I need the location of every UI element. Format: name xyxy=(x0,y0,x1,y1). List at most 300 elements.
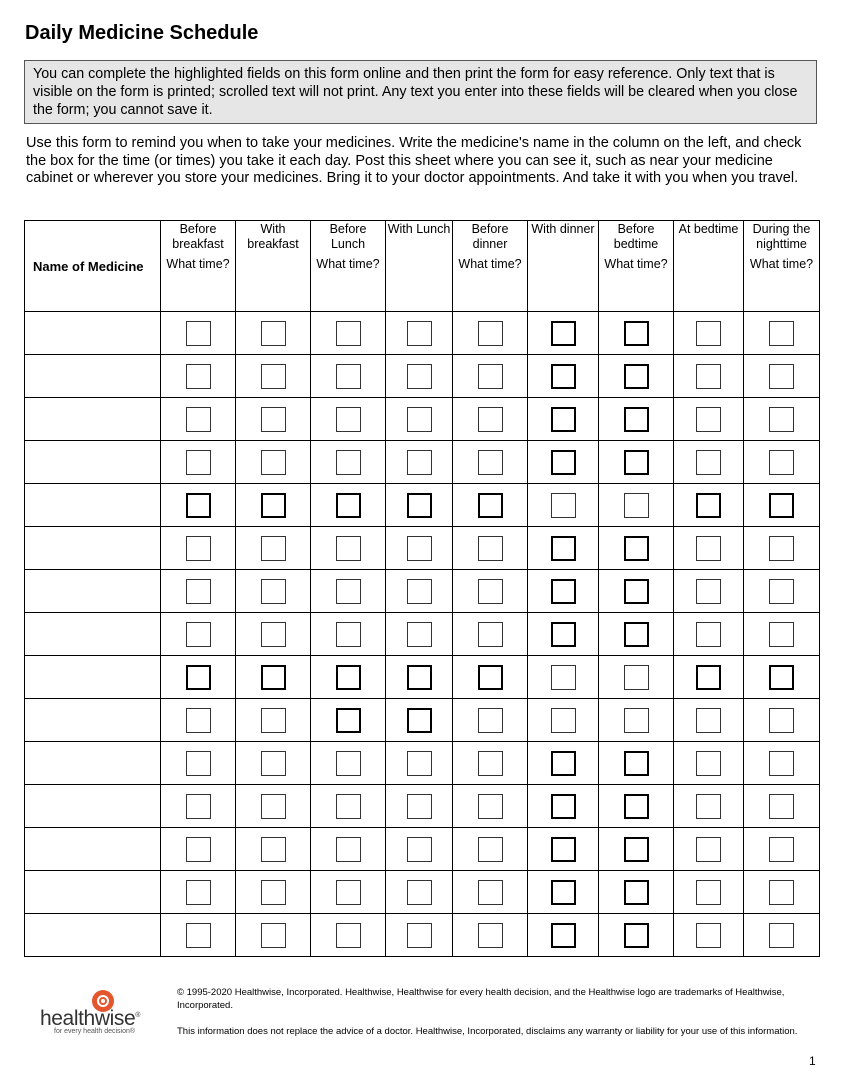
copyright-notice: © 1995-2020 Healthwise, Incorporated. Healthwise, Healthwise for every health decision, and the Healthwise logo are trademarks of Healthwise, Incorporated. xyxy=(177,987,785,1011)
medicine-row xyxy=(25,656,820,699)
time-cell xyxy=(528,484,599,527)
dose-checkbox[interactable] xyxy=(336,923,361,948)
dose-checkbox[interactable] xyxy=(478,708,503,733)
dose-checkbox[interactable] xyxy=(186,536,211,561)
dose-checkbox[interactable] xyxy=(551,751,576,776)
column-header xyxy=(528,221,599,312)
time-cell xyxy=(744,398,820,441)
time-cell xyxy=(674,742,744,785)
name-of-medicine-header: Name of Medicine xyxy=(25,221,161,312)
dose-checkbox[interactable] xyxy=(551,880,576,905)
dose-checkbox[interactable] xyxy=(696,450,721,475)
time-cell xyxy=(161,871,236,914)
healthwise-logo xyxy=(38,990,156,1040)
dose-checkbox[interactable] xyxy=(769,837,794,862)
dose-checkbox[interactable] xyxy=(769,450,794,475)
time-cell xyxy=(599,484,674,527)
medicine-name-field[interactable] xyxy=(25,656,161,699)
medicine-name-field[interactable] xyxy=(25,742,161,785)
dose-checkbox[interactable] xyxy=(551,407,576,432)
page-number: 1 xyxy=(809,1054,816,1068)
dose-checkbox[interactable] xyxy=(769,622,794,647)
dose-checkbox[interactable] xyxy=(186,837,211,862)
dose-checkbox[interactable] xyxy=(186,880,211,905)
dose-checkbox[interactable] xyxy=(478,665,503,690)
dose-checkbox[interactable] xyxy=(261,493,286,518)
time-cell xyxy=(674,398,744,441)
time-cell xyxy=(674,828,744,871)
time-cell xyxy=(744,570,820,613)
time-cell xyxy=(236,355,311,398)
dose-checkbox[interactable] xyxy=(261,880,286,905)
dose-checkbox[interactable] xyxy=(407,321,432,346)
time-cell xyxy=(599,527,674,570)
time-cell xyxy=(161,441,236,484)
time-cell xyxy=(386,484,453,527)
time-cell xyxy=(453,398,528,441)
column-label: Before dinner xyxy=(471,222,509,251)
dose-checkbox[interactable] xyxy=(407,880,432,905)
column-header xyxy=(386,221,453,312)
medicine-row xyxy=(25,785,820,828)
dose-checkbox[interactable] xyxy=(261,794,286,819)
time-cell xyxy=(161,570,236,613)
time-cell xyxy=(311,355,386,398)
dose-checkbox[interactable] xyxy=(186,364,211,389)
dose-checkbox[interactable] xyxy=(696,923,721,948)
time-cell xyxy=(311,527,386,570)
time-cell xyxy=(528,828,599,871)
what-time-label: What time? xyxy=(749,257,814,271)
instructions-text: Use this form to remind you when to take your medicines. Write the medicine's name in the column on the left, and check the box for the time (or times) you take it each day. Post this sheet where you can see it, such as near your medicine cabinet or wherever you store your medicines. Bring it to your doctor appointments. And take it with you when you travel. xyxy=(26,135,802,186)
time-cell xyxy=(528,914,599,957)
time-cell xyxy=(674,355,744,398)
medicine-row xyxy=(25,398,820,441)
time-cell xyxy=(453,441,528,484)
time-cell xyxy=(744,312,820,355)
dose-checkbox[interactable] xyxy=(261,622,286,647)
dose-checkbox[interactable] xyxy=(478,493,503,518)
medicine-name-field[interactable] xyxy=(25,484,161,527)
dose-checkbox[interactable] xyxy=(624,708,649,733)
dose-checkbox[interactable] xyxy=(769,880,794,905)
time-cell xyxy=(311,398,386,441)
dose-checkbox[interactable] xyxy=(478,579,503,604)
dose-checkbox[interactable] xyxy=(407,493,432,518)
dose-checkbox[interactable] xyxy=(551,837,576,862)
medicine-name-field[interactable] xyxy=(25,613,161,656)
medicine-row xyxy=(25,527,820,570)
time-cell xyxy=(311,871,386,914)
dose-checkbox[interactable] xyxy=(624,794,649,819)
time-cell xyxy=(744,656,820,699)
time-cell xyxy=(453,527,528,570)
table-header-row xyxy=(25,221,820,312)
column-label: Before Lunch xyxy=(329,222,367,251)
dose-checkbox[interactable] xyxy=(186,579,211,604)
medicine-name-field[interactable] xyxy=(25,871,161,914)
column-header xyxy=(599,221,674,312)
dose-checkbox[interactable] xyxy=(336,794,361,819)
dose-checkbox[interactable] xyxy=(261,364,286,389)
dose-checkbox[interactable] xyxy=(551,493,576,518)
time-cell xyxy=(599,742,674,785)
medicine-row xyxy=(25,699,820,742)
dose-checkbox[interactable] xyxy=(186,622,211,647)
dose-checkbox[interactable] xyxy=(186,450,211,475)
time-cell xyxy=(311,656,386,699)
dose-checkbox[interactable] xyxy=(261,837,286,862)
dose-checkbox[interactable] xyxy=(624,321,649,346)
time-cell xyxy=(386,742,453,785)
medicine-name-field[interactable] xyxy=(25,785,161,828)
time-cell xyxy=(744,828,820,871)
dose-checkbox[interactable] xyxy=(478,450,503,475)
medicine-name-field[interactable] xyxy=(25,914,161,957)
dose-checkbox[interactable] xyxy=(551,321,576,346)
time-cell xyxy=(674,914,744,957)
dose-checkbox[interactable] xyxy=(336,622,361,647)
time-cell xyxy=(744,914,820,957)
dose-checkbox[interactable] xyxy=(769,579,794,604)
logo-wordmark: healthwise xyxy=(40,1007,136,1030)
time-cell xyxy=(236,484,311,527)
column-label: With dinner xyxy=(531,222,595,236)
dose-checkbox[interactable] xyxy=(336,751,361,776)
medicine-name-field[interactable] xyxy=(25,441,161,484)
medicine-name-field[interactable] xyxy=(25,570,161,613)
dose-checkbox[interactable] xyxy=(407,450,432,475)
dose-checkbox[interactable] xyxy=(769,493,794,518)
time-cell xyxy=(453,484,528,527)
dose-checkbox[interactable] xyxy=(769,708,794,733)
column-header xyxy=(453,221,528,312)
dose-checkbox[interactable] xyxy=(624,665,649,690)
dose-checkbox[interactable] xyxy=(551,364,576,389)
time-cell xyxy=(236,312,311,355)
dose-checkbox[interactable] xyxy=(769,794,794,819)
time-cell xyxy=(528,656,599,699)
dose-checkbox[interactable] xyxy=(261,665,286,690)
dose-checkbox[interactable] xyxy=(407,837,432,862)
time-cell xyxy=(744,871,820,914)
dose-checkbox[interactable] xyxy=(624,622,649,647)
dose-checkbox[interactable] xyxy=(478,407,503,432)
dose-checkbox[interactable] xyxy=(624,493,649,518)
dose-checkbox[interactable] xyxy=(261,923,286,948)
dose-checkbox[interactable] xyxy=(478,923,503,948)
time-cell xyxy=(599,871,674,914)
time-cell xyxy=(386,699,453,742)
dose-checkbox[interactable] xyxy=(407,579,432,604)
dose-checkbox[interactable] xyxy=(186,794,211,819)
what-time-label: What time? xyxy=(604,257,668,271)
dose-checkbox[interactable] xyxy=(696,579,721,604)
medicine-row xyxy=(25,914,820,957)
medicine-row xyxy=(25,570,820,613)
dose-checkbox[interactable] xyxy=(186,407,211,432)
dose-checkbox[interactable] xyxy=(769,751,794,776)
dose-checkbox[interactable] xyxy=(336,407,361,432)
medicine-name-field[interactable] xyxy=(25,398,161,441)
dose-checkbox[interactable] xyxy=(624,364,649,389)
time-cell xyxy=(453,312,528,355)
dose-checkbox[interactable] xyxy=(261,579,286,604)
dose-checkbox[interactable] xyxy=(696,794,721,819)
dose-checkbox[interactable] xyxy=(696,364,721,389)
dose-checkbox[interactable] xyxy=(478,751,503,776)
dose-checkbox[interactable] xyxy=(478,536,503,561)
medicine-row xyxy=(25,828,820,871)
time-cell xyxy=(161,828,236,871)
dose-checkbox[interactable] xyxy=(551,708,576,733)
time-cell xyxy=(453,828,528,871)
time-cell xyxy=(161,312,236,355)
dose-checkbox[interactable] xyxy=(551,536,576,561)
dose-checkbox[interactable] xyxy=(186,321,211,346)
time-cell xyxy=(161,355,236,398)
dose-checkbox[interactable] xyxy=(551,622,576,647)
dose-checkbox[interactable] xyxy=(696,407,721,432)
what-time-label: What time? xyxy=(166,257,230,271)
dose-checkbox[interactable] xyxy=(261,708,286,733)
time-cell xyxy=(311,312,386,355)
dose-checkbox[interactable] xyxy=(696,837,721,862)
medicine-row xyxy=(25,613,820,656)
dose-checkbox[interactable] xyxy=(261,321,286,346)
dose-checkbox[interactable] xyxy=(551,579,576,604)
dose-checkbox[interactable] xyxy=(336,837,361,862)
dose-checkbox[interactable] xyxy=(186,708,211,733)
time-cell xyxy=(674,613,744,656)
medicine-name-field[interactable] xyxy=(25,828,161,871)
dose-checkbox[interactable] xyxy=(478,321,503,346)
column-header xyxy=(311,221,386,312)
dose-checkbox[interactable] xyxy=(624,536,649,561)
time-cell xyxy=(744,785,820,828)
time-cell xyxy=(311,742,386,785)
time-cell xyxy=(674,570,744,613)
time-cell xyxy=(599,570,674,613)
time-cell xyxy=(599,656,674,699)
dose-checkbox[interactable] xyxy=(696,536,721,561)
time-cell xyxy=(528,785,599,828)
time-cell xyxy=(236,828,311,871)
time-cell xyxy=(236,785,311,828)
time-cell xyxy=(599,785,674,828)
time-cell xyxy=(453,656,528,699)
dose-checkbox[interactable] xyxy=(478,880,503,905)
dose-checkbox[interactable] xyxy=(696,622,721,647)
dose-checkbox[interactable] xyxy=(407,364,432,389)
time-cell xyxy=(386,828,453,871)
time-cell xyxy=(236,570,311,613)
time-cell xyxy=(674,441,744,484)
time-cell xyxy=(674,656,744,699)
dose-checkbox[interactable] xyxy=(407,708,432,733)
medicine-name-field[interactable] xyxy=(25,312,161,355)
dose-checkbox[interactable] xyxy=(769,321,794,346)
medicine-row xyxy=(25,441,820,484)
time-cell xyxy=(528,613,599,656)
time-cell xyxy=(528,355,599,398)
dose-checkbox[interactable] xyxy=(261,407,286,432)
dose-checkbox[interactable] xyxy=(336,321,361,346)
time-cell xyxy=(453,742,528,785)
dose-checkbox[interactable] xyxy=(336,364,361,389)
time-cell xyxy=(236,398,311,441)
dose-checkbox[interactable] xyxy=(407,407,432,432)
time-cell xyxy=(386,613,453,656)
column-header xyxy=(236,221,311,312)
time-cell xyxy=(311,785,386,828)
time-cell xyxy=(236,742,311,785)
time-cell xyxy=(744,355,820,398)
time-cell xyxy=(386,914,453,957)
dose-checkbox[interactable] xyxy=(407,923,432,948)
dose-checkbox[interactable] xyxy=(186,751,211,776)
time-cell xyxy=(453,355,528,398)
page-title: Daily Medicine Schedule xyxy=(25,22,259,44)
dose-checkbox[interactable] xyxy=(261,751,286,776)
dose-checkbox[interactable] xyxy=(624,450,649,475)
time-cell xyxy=(599,914,674,957)
dose-checkbox[interactable] xyxy=(624,407,649,432)
time-cell xyxy=(236,914,311,957)
time-cell xyxy=(744,699,820,742)
time-cell xyxy=(386,656,453,699)
column-label: With breakfast xyxy=(247,222,299,251)
dose-checkbox[interactable] xyxy=(551,923,576,948)
time-cell xyxy=(528,570,599,613)
time-cell xyxy=(386,355,453,398)
dose-checkbox[interactable] xyxy=(336,536,361,561)
time-cell xyxy=(674,484,744,527)
dose-checkbox[interactable] xyxy=(336,708,361,733)
dose-checkbox[interactable] xyxy=(478,794,503,819)
dose-checkbox[interactable] xyxy=(769,665,794,690)
dose-checkbox[interactable] xyxy=(336,880,361,905)
dose-checkbox[interactable] xyxy=(336,579,361,604)
dose-checkbox[interactable] xyxy=(336,665,361,690)
dose-checkbox[interactable] xyxy=(478,364,503,389)
dose-checkbox[interactable] xyxy=(769,364,794,389)
dose-checkbox[interactable] xyxy=(336,493,361,518)
time-cell xyxy=(744,527,820,570)
dose-checkbox[interactable] xyxy=(336,450,361,475)
time-cell xyxy=(386,570,453,613)
dose-checkbox[interactable] xyxy=(624,579,649,604)
logo-tagline: for every health decision® xyxy=(54,1028,136,1035)
time-cell xyxy=(599,355,674,398)
what-time-label: What time? xyxy=(316,257,380,271)
medicine-row xyxy=(25,871,820,914)
time-cell xyxy=(236,871,311,914)
dose-checkbox[interactable] xyxy=(186,665,211,690)
dose-checkbox[interactable] xyxy=(696,880,721,905)
time-cell xyxy=(311,484,386,527)
time-cell xyxy=(453,570,528,613)
medicine-name-field[interactable] xyxy=(25,527,161,570)
time-cell xyxy=(674,699,744,742)
time-cell xyxy=(599,441,674,484)
dose-checkbox[interactable] xyxy=(407,751,432,776)
time-cell xyxy=(386,785,453,828)
dose-checkbox[interactable] xyxy=(696,321,721,346)
dose-checkbox[interactable] xyxy=(769,536,794,561)
dose-checkbox[interactable] xyxy=(624,923,649,948)
time-cell xyxy=(528,742,599,785)
dose-checkbox[interactable] xyxy=(769,407,794,432)
time-cell xyxy=(453,871,528,914)
dose-checkbox[interactable] xyxy=(478,622,503,647)
logo-registered-mark: ® xyxy=(135,1012,140,1019)
medicine-name-field[interactable] xyxy=(25,699,161,742)
dose-checkbox[interactable] xyxy=(407,794,432,819)
dose-checkbox[interactable] xyxy=(624,751,649,776)
dose-checkbox[interactable] xyxy=(696,708,721,733)
time-cell xyxy=(453,613,528,656)
dose-checkbox[interactable] xyxy=(551,665,576,690)
dose-checkbox[interactable] xyxy=(407,622,432,647)
time-cell xyxy=(528,699,599,742)
dose-checkbox[interactable] xyxy=(261,536,286,561)
time-cell xyxy=(674,527,744,570)
time-cell xyxy=(236,441,311,484)
medicine-name-field[interactable] xyxy=(25,355,161,398)
time-cell xyxy=(528,398,599,441)
time-cell xyxy=(161,785,236,828)
time-cell xyxy=(311,914,386,957)
column-label: At bedtime xyxy=(678,222,739,236)
time-cell xyxy=(236,527,311,570)
time-cell xyxy=(599,312,674,355)
time-cell xyxy=(528,527,599,570)
dose-checkbox[interactable] xyxy=(551,794,576,819)
dose-checkbox[interactable] xyxy=(624,837,649,862)
dose-checkbox[interactable] xyxy=(696,751,721,776)
dose-checkbox[interactable] xyxy=(186,923,211,948)
dose-checkbox[interactable] xyxy=(407,665,432,690)
time-cell xyxy=(599,398,674,441)
dose-checkbox[interactable] xyxy=(261,450,286,475)
time-cell xyxy=(311,570,386,613)
dose-checkbox[interactable] xyxy=(624,880,649,905)
time-cell xyxy=(599,828,674,871)
time-cell xyxy=(161,656,236,699)
time-cell xyxy=(744,441,820,484)
time-cell xyxy=(311,613,386,656)
time-cell xyxy=(674,871,744,914)
dose-checkbox[interactable] xyxy=(551,450,576,475)
time-cell xyxy=(161,699,236,742)
medicine-row xyxy=(25,742,820,785)
dose-checkbox[interactable] xyxy=(186,493,211,518)
time-cell xyxy=(744,742,820,785)
dose-checkbox[interactable] xyxy=(696,665,721,690)
dose-checkbox[interactable] xyxy=(407,536,432,561)
time-cell xyxy=(453,914,528,957)
dose-checkbox[interactable] xyxy=(769,923,794,948)
time-cell xyxy=(161,398,236,441)
time-cell xyxy=(161,484,236,527)
dose-checkbox[interactable] xyxy=(696,493,721,518)
time-cell xyxy=(674,785,744,828)
dose-checkbox[interactable] xyxy=(478,837,503,862)
column-header xyxy=(744,221,820,312)
time-cell xyxy=(386,871,453,914)
time-cell xyxy=(236,613,311,656)
